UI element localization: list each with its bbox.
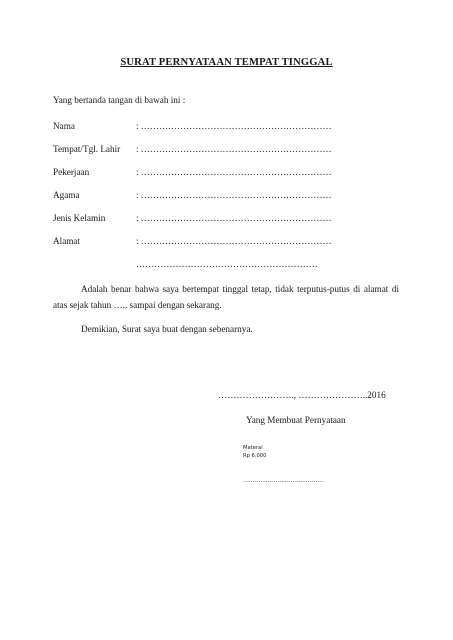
closing-paragraph: Demikian, Surat saya buat dengan sebenarnya. xyxy=(81,324,253,334)
field-value-alamat: : ……………………………………………………… xyxy=(136,236,332,246)
field-label-nama: Nama xyxy=(53,121,75,131)
stamp-duty-note xyxy=(243,444,266,460)
field-label-pekerjaan: Pekerjaan xyxy=(53,167,90,177)
field-label-agama: Agama xyxy=(53,190,80,200)
place-date-line: ……………………., …………………..2016 xyxy=(218,390,386,400)
field-label-alamat: Alamat xyxy=(53,236,81,246)
field-value-tempat-tgl-lahir: : ……………………………………………………… xyxy=(136,144,332,154)
field-label-tempat-tgl-lahir: Tempat/Tgl. Lahir xyxy=(53,144,121,154)
document-title: SURAT PERNYATAAN TEMPAT TINGGAL xyxy=(120,57,333,68)
statement-paragraph-line2: atas sejak tahun ….. sampai dengan sekarang. xyxy=(53,300,222,310)
field-label-jenis-kelamin: Jenis Kelamin xyxy=(53,213,106,223)
signer-label: Yang Membuat Pernyataan xyxy=(246,415,346,425)
field-value-agama: : ……………………………………………………… xyxy=(136,190,332,200)
stamp-duty-amount: Rp 6.000 xyxy=(243,453,267,459)
field-value-jenis-kelamin: : ……………………………………………………… xyxy=(136,213,332,223)
address-continuation-line: …………………………………………………… xyxy=(136,259,318,269)
signature-line: …………………………………… xyxy=(243,477,323,484)
intro-text: Yang bertanda tangan di bawah ini : xyxy=(53,95,186,105)
field-value-nama: : ……………………………………………………… xyxy=(136,121,332,131)
stamp-duty-label: Materai xyxy=(243,445,263,451)
field-value-pekerjaan: : ……………………………………………………… xyxy=(136,167,332,177)
statement-paragraph-line1: Adalah benar bahwa saya bertempat tinggal tetap, tidak terputus-putus di alamat di xyxy=(81,284,399,294)
